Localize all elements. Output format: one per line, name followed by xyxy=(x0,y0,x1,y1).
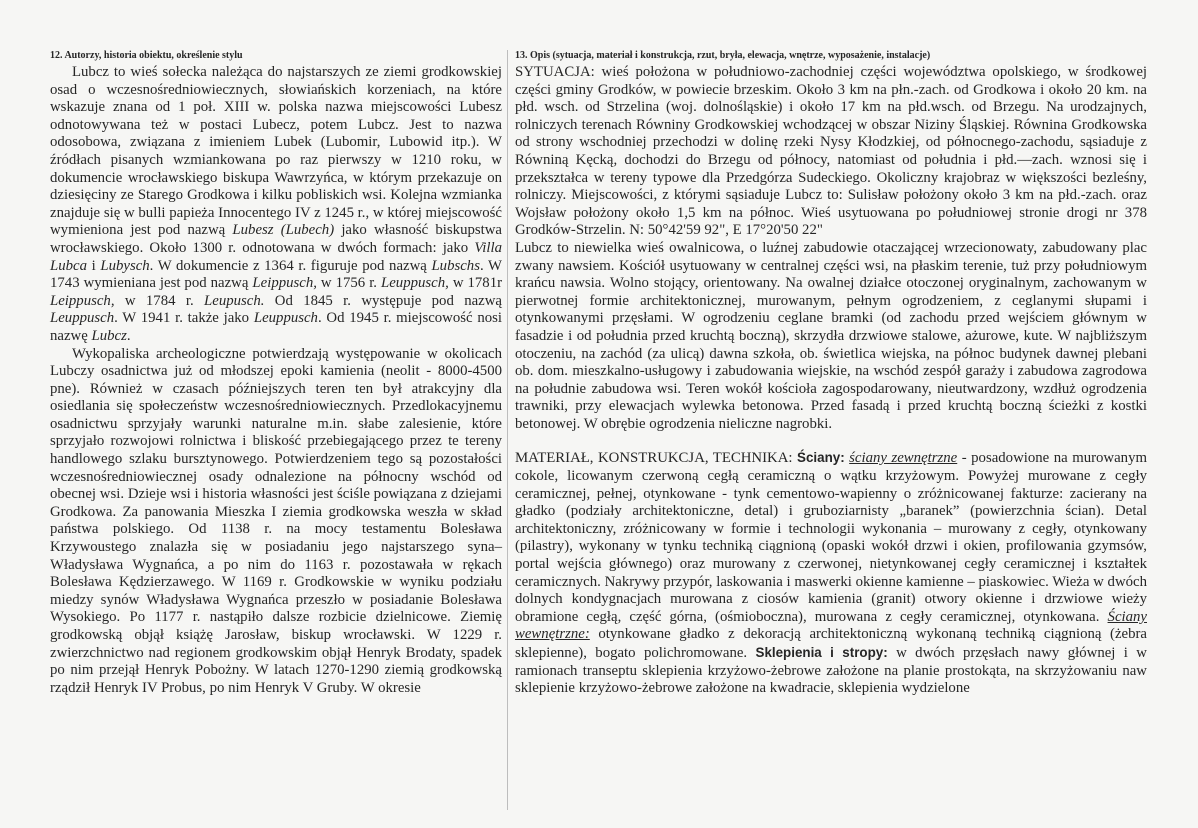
section-13-heading: 13. Opis (sytuacja, materiał i konstrukcja, rzut, bryła, elewacja, wnętrze, wyposażenie, instalacje) xyxy=(515,50,931,61)
section-12-heading: 12. Autorzy, historia obiektu, określenie stylu xyxy=(50,50,243,61)
right-column xyxy=(515,50,1147,698)
history-paragraph-2: Wykopaliska archeologiczne potwierdzają występowanie w okolicach Lubczy osadnictwa już od młodszej epoki kamienia (neolit - 8000-4500 pne). Również w czasach późniejszych teren ten był atrakcyjny dla osiedlania się społeczeństw wczesnośredniowiecznych. Przedlokacyjnemu osadnictwu sprzyjały warunki naturalne m.in. słabe zalesienie, które sprzyjało rozwojowi rolnictwa i bliskość przebiegającego przez te tereny handlowego szlaku bursztynowego. Potwierdzeniem tego są pozostałości wczesnośredniowiecznej osady odnalezione na północny wschód od obecnej wsi. Dzieje wsi i historia własności jest ściśle powiązana z dziejami Grodkowa. Za panowania Mieszka I ziemia grodkowska weszła w skład państwa polskiego. Od 1138 r. na mocy testamentu Bolesława Krzywoustego znalazła się w posiadaniu jego najstarszego syna– Władysława Wygnańca, a po nim do 1163 r. pozostawała w rękach Bolesława Kędzierzawego. W 1169 r. Grodkowskie w wyniku podziału miedzy synów Władysława Wygnańca przeszło w posiadanie Bolesława Wysokiego. Po 1177 r. nastąpiło dalsze rozbicie dzielnicowe. Ziemię grodkowską objął książę Jarosław, biskup wrocławski. W 1229 r. zwierzchnictwo nad regionem grodkowskim objął Henryk Brodaty, spadek po nim przejął Henryk Pobożny. W latach 1270-1290 ziemią grodkowską rządził Henryk IV Probus, po nim Henryk V Gruby. W okresie xyxy=(50,345,502,696)
paragraph-gap xyxy=(515,433,1147,449)
column-divider xyxy=(507,50,508,810)
left-column xyxy=(50,50,502,697)
history-paragraph-1: Lubcz to wieś sołecka należąca do najstarszych ze ziemi grodkowskiej osad o wczesnośredniowiecznych, słowiańskich korzeniach, na które wskazuje znana od 1 poł. XIII w. polska nazwa miejscowości Lubesz odnotowywana też w postaci Lubecz, potem Lubcz. Jest to nazwa odosobowa, związana z imieniem Lubek (Lubomir, Lubowid itp.). W źródłach pisanych wzmiankowana po raz pierwszy w 1210 roku, w dokumencie wrocławskiego biskupa Wawrzyńca, w którym przekazuje on dziesięciny ze Starego Grodkowa i kilku pobliskich wsi. Kolejna wzmianka znajduje się w bulli papieża Innocentego IV z 1245 r., w której miejscowość wymieniona jest pod nazwą Lubesz (Lubech) jako własność biskupstwa wrocławskiego. Około 1300 r. odnotowana w dwóch formach: jako Villa Lubca i Lubysch. W dokumencie z 1364 r. figuruje pod nazwą Lubschs. W 1743 wymieniana jest pod nazwą Leippusch, w 1756 r. Leuppusch, w 1781r Leippusch, w 1784 r. Leupusch. Od 1845 r. występuje pod nazwą Leuppusch. W 1941 r. także jako Leuppusch. Od 1945 r. miejscowość nosi nazwę Lubcz. xyxy=(50,64,503,344)
village-description-paragraph: Lubcz to niewielka wieś owalnicowa, o luźnej zabudowie otaczającej wrzecionowaty, zabudowany plac zwany nawsiem. Kościół usytuowany w centralnej części wsi, na płaskim terenie, tuż przy południowym krańcu nawsia. Wolno stojący, orientowany. Na owalnej działce otoczonej oryginalnym, zachowanym w pierwotnej formie architektonicznej, murowanym, pełnym ogrodzeniem, z ceglanymi słupami i otynkowanymi przęsłami. W ogrodzeniu ceglane bramki (od zachodu przed wejściem głównym w fasadzie i od południa przed kruchtą boczną), skrzydła drzwiowe stalowe, ażurowe, kute. W najbliższym otoczeniu, na zachód (za ulicą) dawna szkoła, ob. świetlica wiejska, na północ budynek dawnej plebani ob. dom. mieszkalno-usługowy i zabudowania wiejskie, na wschód zespół garaży i zabudowa zagrodowa na południe zabudowa wsi. Teren wokół kościoła zagospodarowany, nieutwardzony, wzdłuż ogrodzenia trawniki, przy elewacjach wylewka betonowa. Przed fasadą i przed kruchtą boczną ścieżki z kostki betonowej. W obrębie ogrodzenia nieliczne nagrobki. xyxy=(515,239,1147,432)
material-construction-paragraph: MATERIAŁ, KONSTRUKCJA, TECHNIKA: Ściany: ściany zewnętrzne - posadowione na murowanym cokole, licowanym czerwoną cegłą ceramiczną o wątku krzyżowym. Powyżej murowane z cegły ceramicznej, pełnej, otynkowane - tynk cementowo-wapienny o zróżnicowanej fakturze: zacierany na gładko (podziały architektoniczne, detal) i gruboziarnisty „baranek” (powierzchnia ścian). Detal architektoniczny, zróżnicowany w formie i technologii wykonania – murowany z cegły, otynkowany (pilastry), wykonany w tynku techniką ciągnioną (opaski wokół drzwi i okien, profilowania gzymsów, portal wejścia głównego) oraz murowany z czerwonej, nietynkowanej cegły ceramicznej i kształtek ceramicznych. Nakrywy przypór, laskowania i maswerki okienne kamienne – piaskowiec. Wieża w dwóch dolnych kondygnacjach murowana z ciosów kamienia (granit) otwory okienne i drzwiowe wieży obramione cegłą, część górna, (ośmioboczna), murowana z cegły ceramicznej, otynkowana. Ściany wewnętrzne: otynkowane gładko z dekoracją architektoniczną wykonaną techniką ciągnioną (żebra sklepienne), bogato polichromowane. Sklepienia i stropy: w dwóch przęsłach nawy głównej i w ramionach transeptu sklepienia krzyżowo-żebrowe założone na planie prostokąta, na skrzyżowaniu naw sklepienie krzyżowo-żebrowe założone na kwadracie, sklepienia wydzielone xyxy=(515,450,1147,697)
situation-paragraph: SYTUACJA: wieś położona w południowo-zachodniej części województwa opolskiego, w środkowej części gminy Grodków, w powiecie brzeskim. Około 3 km na płn.-zach. od Grodkowa i około 20 km. na płd. wsch. od Strzelina (woj. dolnośląskie) i około 17 km na płd.wsch. od Brzegu. Na urodzajnych, rolniczych terenach Równiny Grodkowskiej wchodzącej w obszar Niziny Śląskiej. Równina Grodkowska od strony wschodniej przechodzi w dolinę rzeki Nysy Kłodzkiej, od północnego-zachodu, sąsiaduje z Równiną Kęcką, dochodzi do Brzegu od północy, natomiast od południa i płd.—zach. wznosi się i przekształca w tereny typowe dla Przedgórza Sudeckiego. Okoliczny krajobraz w większości bezleśny, rolniczy. Miejscowości, z którymi sąsiaduje Lubcz to: Sulisław położony około 3 km na płd.-zach. oraz Wojsław położony około 1,5 km na północ. Wieś usytuowana po południowej stronie drogi nr 378 Grodków-Strzelin. N: 50°42'59 92", E 17°20'50 22" xyxy=(515,64,1147,239)
